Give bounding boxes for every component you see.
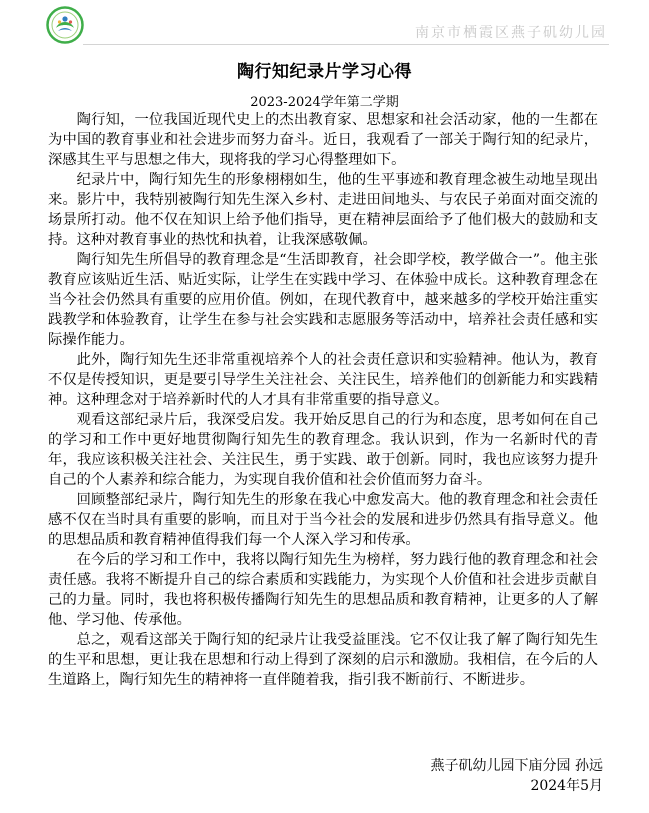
paragraph: 陶行知先生所倡导的教育理念是“生活即教育，社会即学校，教学做合一”。他主张教育应该贴近生活、贴近实际，让学生在实践中学习、在体验中成长。这种教育理念在当今社会仍然具有重要的应用价值。例如，在现代教育中，越来越多的学校开始注重实践教学和体验教育，让学生在参与社会实践和志愿服务等活动中，培养社会责任感和实际操作能力。 [48, 252, 598, 348]
document-title: 陶行知纪录片学习心得 [237, 62, 412, 82]
paragraph: 总之，观看这部关于陶行知的纪录片让我受益匪浅。它不仅让我了解了陶行知先生的生平和思想，更让我在思想和行动上得到了深刻的启示和激励。我相信，在今后的人生道路上，陶行知先生的精神将一直伴随着我，指引我不断前行、不断进步。 [48, 632, 598, 688]
signature-author: 燕子矶幼儿园下庙分园 孙远 [430, 758, 603, 774]
page-header [0, 0, 649, 48]
document-subtitle: 2023-2024学年第二学期 [250, 95, 399, 110]
kindergarten-logo-icon [46, 6, 84, 44]
paragraph: 在今后的学习和工作中，我将以陶行知先生为榜样，努力践行他的教育理念和社会责任感。我将不断提升自己的综合素质和实践能力，为实现个人价值和社会进步贡献自己的力量。同时，我也将积极传播陶行知先生的思想品质和教育精神，让更多的人了解他、学习他、传承他。 [48, 552, 598, 628]
paragraph: 纪录片中，陶行知先生的形象栩栩如生，他的生平事迹和教育理念被生动地呈现出来。影片中，我特别被陶行知先生深入乡村、走进田间地头、与农民子弟面对面交流的场景所打动。他不仅在知识上给予他们指导，更在精神层面给予了他们极大的鼓励和支持。这种对教育事业的热忱和执着，让我深感敬佩。 [48, 172, 598, 248]
paragraph: 此外，陶行知先生还非常重视培养个人的社会责任意识和实验精神。他认为，教育不仅是传授知识，更是要引导学生关注社会、关注民生，培养他们的创新能力和实践精神。这种理念对于培养新时代的人才具有非常重要的指导意义。 [48, 352, 598, 408]
paragraph: 观看这部纪录片后，我深受启发。我开始反思自己的行为和态度，思考如何在自己的学习和工作中更好地贯彻陶行知先生的教育理念。我认识到，作为一名新时代的青年，我应该积极关注社会、关注民生，勇于实践、敢于创新。同时，我也应该努力提升自己的个人素养和综合能力，为实现自我价值和社会价值而努力奋斗。 [48, 412, 598, 488]
paragraph: 回顾整部纪录片，陶行知先生的形象在我心中愈发高大。他的教育理念和社会责任感不仅在当时具有重要的影响，而且对于当今社会的发展和进步仍然具有指导意义。他的思想品质和教育精神值得我们每一个人深入学习和传承。 [48, 492, 598, 548]
document-body [48, 110, 598, 690]
signature-date: 2024年5月 [530, 778, 603, 794]
school-name: 南京市栖霞区燕子矶幼儿园 [415, 25, 607, 41]
header-divider [83, 44, 609, 45]
paragraph: 陶行知，一位我国近现代史上的杰出教育家、思想家和社会活动家，他的一生都在为中国的教育事业和社会进步而努力奋斗。近日，我观看了一部关于陶行知的纪录片，深感其生平与思想之伟大，现将我的学习心得整理如下。 [48, 112, 598, 168]
signature-block [431, 756, 603, 796]
